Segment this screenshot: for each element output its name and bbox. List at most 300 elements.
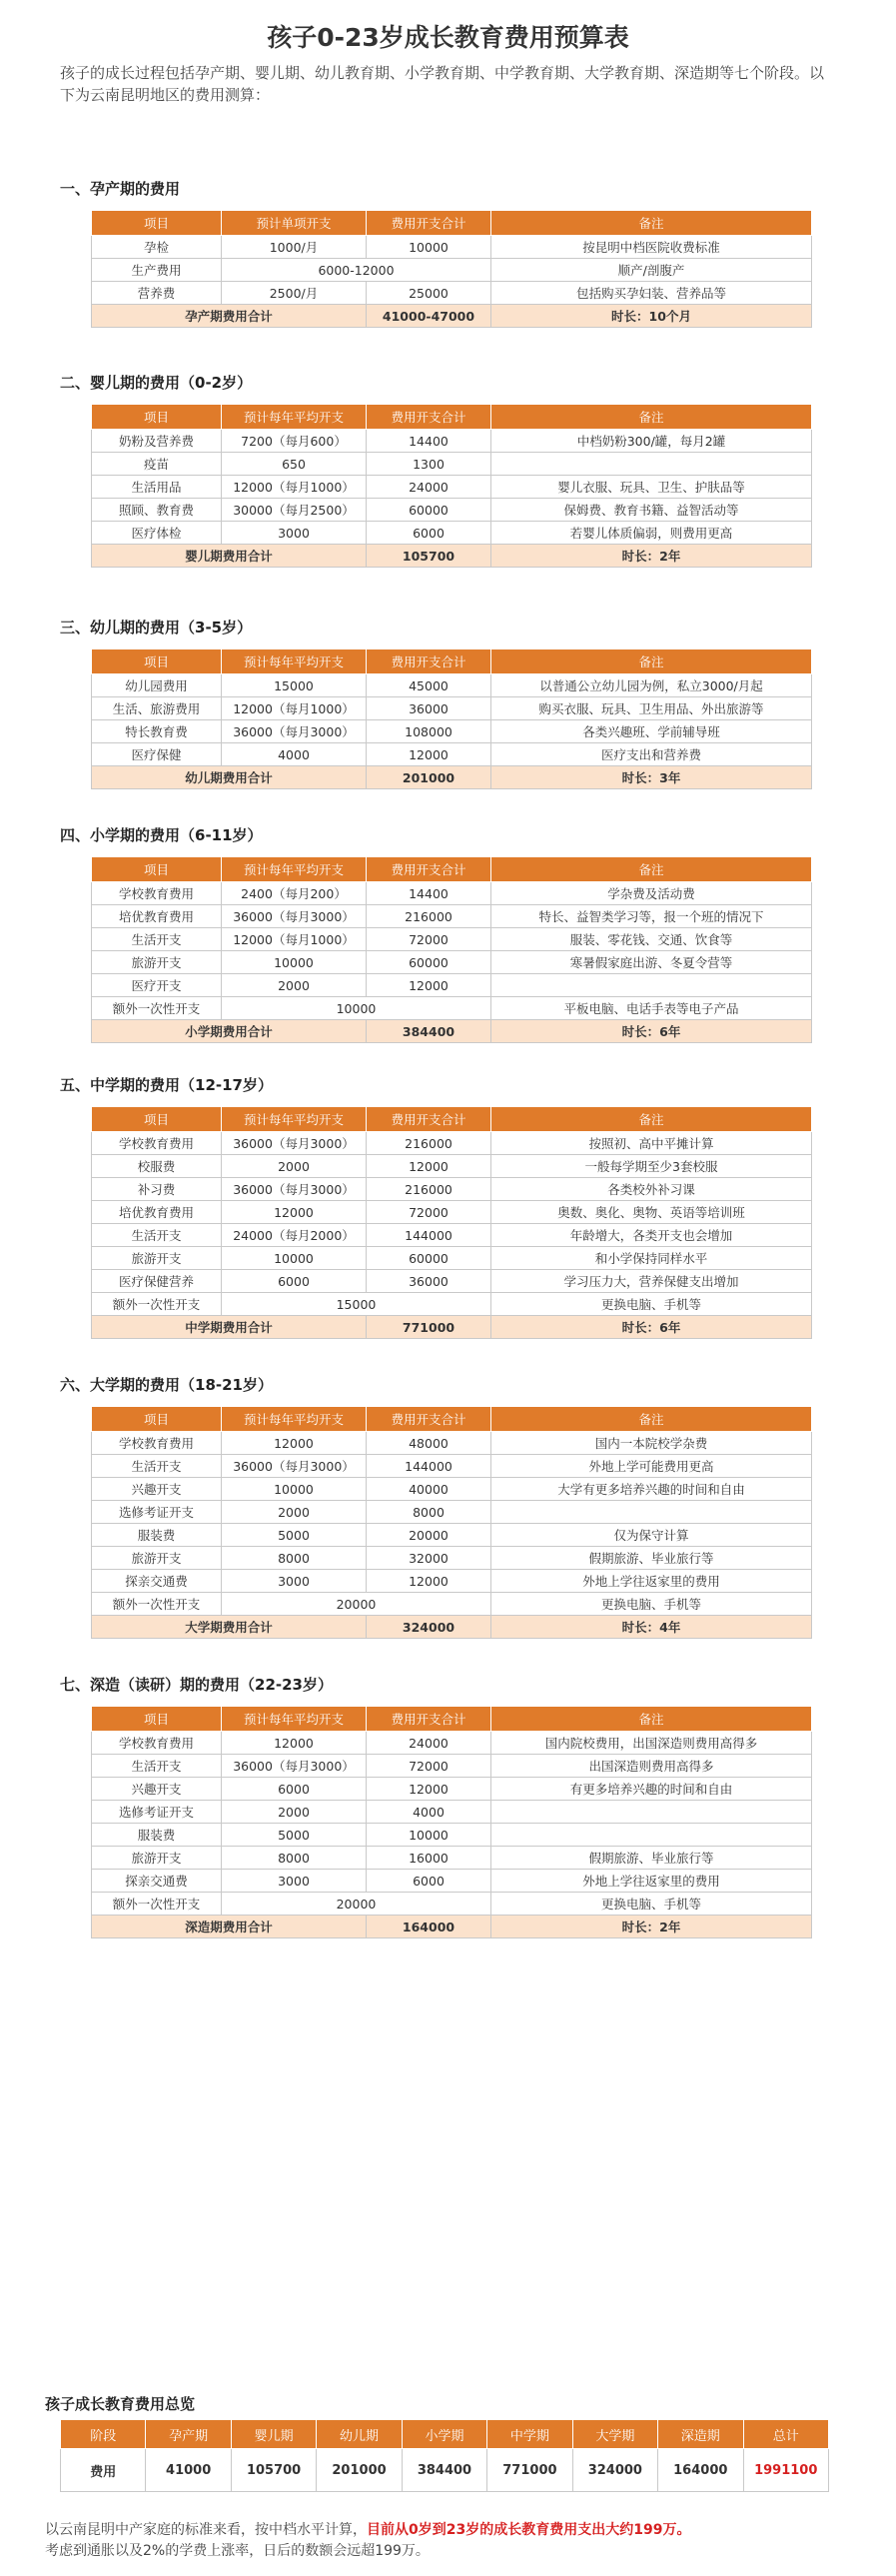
table-cell: 6000: [367, 522, 491, 545]
section-title: 六、大学期的费用（18-21岁）: [60, 1376, 273, 1394]
table-header-cell: 预计每年平均开支: [222, 1707, 367, 1732]
table-row: [92, 1732, 812, 1755]
table-header-cell: 备注: [491, 857, 812, 882]
table-row: [92, 974, 812, 997]
table-row: [92, 674, 812, 697]
summary-header-cell: 深造期: [658, 2420, 743, 2449]
table-total-cell: 时长：6年: [491, 1316, 812, 1339]
table-cell: 学杂费及活动费: [491, 882, 812, 905]
table-cell: 36000（每月3000）: [222, 1455, 367, 1478]
table-row: [92, 1501, 812, 1524]
table-header-row: [92, 1107, 812, 1132]
table-cell: 144000: [367, 1224, 491, 1247]
table-cell: 出国深造则费用高得多: [491, 1755, 812, 1778]
table-cell: 6000-12000: [222, 259, 491, 282]
table-cell: 医疗保健: [92, 743, 222, 766]
table-total-cell: 201000: [367, 766, 491, 789]
table-total-cell: 中学期费用合计: [92, 1316, 367, 1339]
table-cell: 2000: [222, 1501, 367, 1524]
budget-table: [91, 1706, 812, 1938]
section-title: 二、婴儿期的费用（0-2岁）: [60, 374, 253, 392]
section-title: 五、中学期的费用（12-17岁）: [60, 1076, 273, 1094]
budget-table: [91, 1106, 812, 1339]
table-cell: 医疗体检: [92, 522, 222, 545]
table-header-cell: 项目: [92, 211, 222, 236]
table-row: [92, 1801, 812, 1824]
table-cell: 兴趣开支: [92, 1778, 222, 1801]
table-header-cell: 项目: [92, 1407, 222, 1432]
table-total-cell: 164000: [367, 1916, 491, 1938]
table-row: [92, 1593, 812, 1616]
table-cell: 36000: [367, 697, 491, 720]
table-total-cell: 大学期费用合计: [92, 1616, 367, 1639]
table-header-cell: 费用开支合计: [367, 1107, 491, 1132]
table-cell: 营养费: [92, 282, 222, 305]
table-cell: 旅游开支: [92, 1547, 222, 1570]
table-cell: 更换电脑、手机等: [491, 1593, 812, 1616]
table-cell: 72000: [367, 1201, 491, 1224]
table-cell: 培优教育费用: [92, 1201, 222, 1224]
summary-cell: 41000: [146, 2449, 231, 2492]
table-cell: 探亲交通费: [92, 1570, 222, 1593]
summary-header-cell: 幼儿期: [317, 2420, 402, 2449]
table-cell: 2000: [222, 1155, 367, 1178]
table-row: [92, 743, 812, 766]
table-cell: 服装费: [92, 1824, 222, 1847]
table-cell: 8000: [222, 1547, 367, 1570]
table-cell: 照顾、教育费: [92, 499, 222, 522]
table-cell: 4000: [222, 743, 367, 766]
table-cell: 14400: [367, 430, 491, 453]
table-total-row: [92, 1616, 812, 1639]
table-cell: 36000（每月3000）: [222, 720, 367, 743]
table-cell: 中档奶粉300/罐，每月2罐: [491, 430, 812, 453]
summary-cell: 164000: [658, 2449, 743, 2492]
table-cell: 兴趣开支: [92, 1478, 222, 1501]
budget-section: [0, 372, 896, 568]
table-cell: 有更多培养兴趣的时间和自由: [491, 1778, 812, 1801]
table-cell: 2400（每月200）: [222, 882, 367, 905]
budget-table: [91, 648, 812, 789]
table-cell: 650: [222, 453, 367, 476]
table-cell: 216000: [367, 905, 491, 928]
table-total-cell: 婴儿期费用合计: [92, 545, 367, 568]
table-cell: 假期旅游、毕业旅行等: [491, 1547, 812, 1570]
budget-table: [91, 404, 812, 568]
summary-cell: 771000: [487, 2449, 572, 2492]
table-cell: 孕检: [92, 236, 222, 259]
table-cell: 生活用品: [92, 476, 222, 499]
table-cell: 216000: [367, 1132, 491, 1155]
table-row: [92, 1755, 812, 1778]
budget-table: [91, 856, 812, 1043]
table-cell: 36000（每月3000）: [222, 1132, 367, 1155]
summary-header-cell: 小学期: [402, 2420, 486, 2449]
table-cell: 以普通公立幼儿园为例，私立3000/月起: [491, 674, 812, 697]
table-row: [92, 1778, 812, 1801]
table-cell: 各类兴趣班、学前辅导班: [491, 720, 812, 743]
table-cell: 生活开支: [92, 928, 222, 951]
table-cell: 15000: [222, 674, 367, 697]
table-cell: 学校教育费用: [92, 882, 222, 905]
table-cell: 60000: [367, 499, 491, 522]
table-row: [92, 1178, 812, 1201]
table-cell: 1300: [367, 453, 491, 476]
summary-cell: 384400: [402, 2449, 486, 2492]
table-cell: 包括购买孕妇装、营养品等: [491, 282, 812, 305]
table-cell: 2000: [222, 1801, 367, 1824]
table-cell: 培优教育费用: [92, 905, 222, 928]
table-cell: 额外一次性开支: [92, 1293, 222, 1316]
table-cell: 6000: [222, 1778, 367, 1801]
table-cell: 幼儿园费用: [92, 674, 222, 697]
table-header-row: [92, 857, 812, 882]
summary-title: 孩子成长教育费用总览: [45, 2395, 196, 2413]
summary-header-cell: 中学期: [487, 2420, 572, 2449]
table-cell: 10000: [222, 951, 367, 974]
table-cell: 额外一次性开支: [92, 1893, 222, 1916]
table-header-row: [92, 649, 812, 674]
table-cell: 医疗开支: [92, 974, 222, 997]
table-total-cell: 时长：6年: [491, 1020, 812, 1043]
table-cell: 7200（每月600）: [222, 430, 367, 453]
page-title: 孩子0-23岁成长教育费用预算表: [267, 23, 629, 52]
table-cell: 36000（每月3000）: [222, 1755, 367, 1778]
table-row: [92, 697, 812, 720]
table-cell: 8000: [222, 1847, 367, 1870]
table-cell: 选修考证开支: [92, 1801, 222, 1824]
table-cell: 平板电脑、电话手表等电子产品: [491, 997, 812, 1020]
summary-cell: 324000: [572, 2449, 657, 2492]
summary-header-cell: 总计: [743, 2420, 829, 2449]
table-header-cell: 项目: [92, 1707, 222, 1732]
table-row: [92, 1247, 812, 1270]
table-cell: 12000: [367, 1570, 491, 1593]
summary-header-cell: 阶段: [61, 2420, 146, 2449]
table-cell: 外地上学往返家里的费用: [491, 1570, 812, 1593]
table-row: [92, 882, 812, 905]
table-cell: 国内院校费用，出国深造则费用高得多: [491, 1732, 812, 1755]
table-cell: 按昆明中档医院收费标准: [491, 236, 812, 259]
table-cell: 108000: [367, 720, 491, 743]
table-header-cell: 预计每年平均开支: [222, 1107, 367, 1132]
footer-text: 以云南昆明中产家庭的标准来看，按中档水平计算，: [45, 2522, 367, 2538]
table-cell: 学校教育费用: [92, 1732, 222, 1755]
table-row: [92, 236, 812, 259]
table-row: [92, 1824, 812, 1847]
table-cell: 1000/月: [222, 236, 367, 259]
footer-note: [45, 2520, 864, 2562]
table-cell: 生活、旅游费用: [92, 697, 222, 720]
table-row: [92, 997, 812, 1020]
table-row: [92, 430, 812, 453]
table-cell: 生产费用: [92, 259, 222, 282]
table-header-cell: 项目: [92, 649, 222, 674]
table-cell: 年龄增大，各类开支也会增加: [491, 1224, 812, 1247]
budget-section: [0, 178, 896, 328]
table-header-cell: 费用开支合计: [367, 649, 491, 674]
table-header-cell: 备注: [491, 1707, 812, 1732]
table-cell: 4000: [367, 1801, 491, 1824]
table-cell: 顺产/剖腹产: [491, 259, 812, 282]
table-cell: 大学有更多培养兴趣的时间和自由: [491, 1478, 812, 1501]
table-cell: 60000: [367, 1247, 491, 1270]
section-title: 四、小学期的费用（6-11岁）: [60, 826, 263, 844]
table-cell: 按照初、高中平摊计算: [491, 1132, 812, 1155]
table-cell: 32000: [367, 1547, 491, 1570]
table-header-cell: 费用开支合计: [367, 405, 491, 430]
budget-table: [91, 210, 812, 328]
summary-header-cell: 大学期: [572, 2420, 657, 2449]
table-cell: 30000（每月2500）: [222, 499, 367, 522]
table-header-cell: 备注: [491, 1107, 812, 1132]
table-row: [92, 1155, 812, 1178]
table-cell: 医疗支出和营养费: [491, 743, 812, 766]
table-header-cell: 费用开支合计: [367, 1407, 491, 1432]
budget-section: [0, 1674, 896, 1938]
section-title: 七、深造（读研）期的费用（22-23岁）: [60, 1676, 333, 1694]
table-header-cell: 备注: [491, 1407, 812, 1432]
table-header-cell: 项目: [92, 405, 222, 430]
table-cell: 旅游开支: [92, 1847, 222, 1870]
table-cell: 仅为保守计算: [491, 1524, 812, 1547]
table-cell: [491, 974, 812, 997]
table-row: [92, 1224, 812, 1247]
table-row: [92, 1570, 812, 1593]
budget-section: [0, 1074, 896, 1339]
table-cell: 20000: [222, 1893, 491, 1916]
table-total-cell: 105700: [367, 545, 491, 568]
table-header-cell: 预计单项开支: [222, 211, 367, 236]
table-cell: 8000: [367, 1501, 491, 1524]
table-row: [92, 476, 812, 499]
footer-highlight: 目前从0岁到23岁的成长教育费用支出大约199万。: [367, 2522, 691, 2538]
table-total-row: [92, 766, 812, 789]
table-cell: 20000: [367, 1524, 491, 1547]
table-header-cell: 费用开支合计: [367, 857, 491, 882]
table-cell: 各类校外补习课: [491, 1178, 812, 1201]
table-cell: 外地上学往返家里的费用: [491, 1870, 812, 1893]
table-cell: 12000: [367, 1155, 491, 1178]
table-cell: 10000: [222, 1247, 367, 1270]
table-cell: 2500/月: [222, 282, 367, 305]
table-cell: 额外一次性开支: [92, 997, 222, 1020]
table-cell: 更换电脑、手机等: [491, 1293, 812, 1316]
table-cell: 寒暑假家庭出游、冬夏令营等: [491, 951, 812, 974]
table-cell: 购买衣服、玩具、卫生用品、外出旅游等: [491, 697, 812, 720]
table-total-row: [92, 305, 812, 328]
table-header-row: [92, 211, 812, 236]
table-row: [92, 951, 812, 974]
table-cell: 特长、益智类学习等，报一个班的情况下: [491, 905, 812, 928]
table-row: [92, 928, 812, 951]
table-cell: 36000: [367, 1270, 491, 1293]
table-total-cell: 小学期费用合计: [92, 1020, 367, 1043]
footer-text-2: 考虑到通胀以及2%的学费上涨率，日后的数额会远超199万。: [45, 2543, 430, 2559]
table-cell: [491, 1801, 812, 1824]
table-cell: 2000: [222, 974, 367, 997]
table-total-cell: 时长：2年: [491, 1916, 812, 1938]
table-header-row: [92, 1707, 812, 1732]
table-header-cell: 预计每年平均开支: [222, 1407, 367, 1432]
table-row: [92, 1870, 812, 1893]
table-cell: 额外一次性开支: [92, 1593, 222, 1616]
summary-cell: 201000: [317, 2449, 402, 2492]
table-row: [92, 720, 812, 743]
summary-total-cell: 1991100: [743, 2449, 829, 2492]
table-cell: 60000: [367, 951, 491, 974]
table-cell: 6000: [222, 1270, 367, 1293]
table-cell: 12000: [367, 974, 491, 997]
budget-section: [0, 1374, 896, 1639]
table-total-cell: 深造期费用合计: [92, 1916, 367, 1938]
table-header-cell: 预计每年平均开支: [222, 405, 367, 430]
table-cell: 3000: [222, 1570, 367, 1593]
table-cell: 20000: [222, 1593, 491, 1616]
summary-table: [60, 2419, 829, 2492]
table-cell: 24000: [367, 476, 491, 499]
table-total-row: [92, 545, 812, 568]
table-cell: 48000: [367, 1432, 491, 1455]
table-cell: 选修考证开支: [92, 1501, 222, 1524]
table-cell: 25000: [367, 282, 491, 305]
table-cell: 16000: [367, 1847, 491, 1870]
table-cell: 14400: [367, 882, 491, 905]
table-cell: 生活开支: [92, 1755, 222, 1778]
table-cell: 12000: [367, 743, 491, 766]
table-header-cell: 项目: [92, 1107, 222, 1132]
table-cell: 学校教育费用: [92, 1432, 222, 1455]
table-cell: 36000（每月3000）: [222, 1178, 367, 1201]
table-cell: 12000: [222, 1732, 367, 1755]
table-row: [92, 1270, 812, 1293]
table-cell: 10000: [222, 1478, 367, 1501]
table-cell: 保姆费、教育书籍、益智活动等: [491, 499, 812, 522]
table-cell: 24000: [367, 1732, 491, 1755]
table-cell: 3000: [222, 1870, 367, 1893]
table-cell: 旅游开支: [92, 1247, 222, 1270]
table-row: [92, 1547, 812, 1570]
table-header-cell: 预计每年平均开支: [222, 857, 367, 882]
table-cell: 若婴儿体质偏弱，则费用更高: [491, 522, 812, 545]
table-cell: 和小学保持同样水平: [491, 1247, 812, 1270]
table-total-cell: 384400: [367, 1020, 491, 1043]
table-cell: 补习费: [92, 1178, 222, 1201]
table-cell: 国内一本院校学杂费: [491, 1432, 812, 1455]
intro-text: 孩子的成长过程包括孕产期、婴儿期、幼儿教育期、小学教育期、中学教育期、大学教育期、深造期等七个阶段。以下为云南昆明地区的费用测算：: [60, 64, 825, 104]
table-header-row: [92, 1407, 812, 1432]
summary-cell: 费用: [61, 2449, 146, 2492]
table-cell: 72000: [367, 1755, 491, 1778]
table-total-cell: 时长：10个月: [491, 305, 812, 328]
table-row: [92, 522, 812, 545]
table-row: [92, 1524, 812, 1547]
table-row: [92, 905, 812, 928]
table-total-row: [92, 1316, 812, 1339]
section-title: 一、孕产期的费用: [60, 180, 181, 198]
table-row: [92, 282, 812, 305]
summary-header-cell: 婴儿期: [231, 2420, 316, 2449]
table-header-cell: 费用开支合计: [367, 1707, 491, 1732]
section-title: 三、幼儿期的费用（3-5岁）: [60, 619, 253, 637]
summary-header-cell: 孕产期: [146, 2420, 231, 2449]
table-cell: 3000: [222, 522, 367, 545]
table-cell: 特长教育费: [92, 720, 222, 743]
table-cell: 10000: [367, 1824, 491, 1847]
table-cell: [491, 453, 812, 476]
table-total-cell: 孕产期费用合计: [92, 305, 367, 328]
table-row: [92, 1478, 812, 1501]
table-cell: 服装费: [92, 1524, 222, 1547]
table-cell: 12000: [222, 1201, 367, 1224]
table-cell: 12000（每月1000）: [222, 697, 367, 720]
table-total-row: [92, 1916, 812, 1938]
table-cell: 一般每学期至少3套校服: [491, 1155, 812, 1178]
table-row: [92, 259, 812, 282]
table-total-cell: 324000: [367, 1616, 491, 1639]
budget-section: [0, 617, 896, 789]
table-total-cell: 时长：4年: [491, 1616, 812, 1639]
table-cell: 10000: [367, 236, 491, 259]
table-header-row: [92, 405, 812, 430]
table-cell: 216000: [367, 1178, 491, 1201]
table-cell: 奥数、奥化、奥物、英语等培训班: [491, 1201, 812, 1224]
table-cell: 5000: [222, 1824, 367, 1847]
table-header-cell: 备注: [491, 211, 812, 236]
table-header-cell: 备注: [491, 649, 812, 674]
table-cell: 15000: [222, 1293, 491, 1316]
table-row: [92, 1293, 812, 1316]
summary-cell: 105700: [231, 2449, 316, 2492]
table-cell: 更换电脑、手机等: [491, 1893, 812, 1916]
table-cell: 校服费: [92, 1155, 222, 1178]
table-cell: 外地上学可能费用更高: [491, 1455, 812, 1478]
table-cell: 45000: [367, 674, 491, 697]
table-total-row: [92, 1020, 812, 1043]
table-cell: 10000: [222, 997, 491, 1020]
table-cell: 医疗保健营养: [92, 1270, 222, 1293]
table-cell: 12000: [367, 1778, 491, 1801]
table-row: [92, 1132, 812, 1155]
table-cell: 婴儿衣服、玩具、卫生、护肤品等: [491, 476, 812, 499]
table-row: [92, 1432, 812, 1455]
table-header-cell: 备注: [491, 405, 812, 430]
table-total-cell: 时长：3年: [491, 766, 812, 789]
table-cell: 旅游开支: [92, 951, 222, 974]
table-row: [92, 499, 812, 522]
summary-header-row: [61, 2420, 829, 2449]
table-cell: 奶粉及营养费: [92, 430, 222, 453]
table-cell: 36000（每月3000）: [222, 905, 367, 928]
table-total-cell: 时长：2年: [491, 545, 812, 568]
table-cell: 6000: [367, 1870, 491, 1893]
table-cell: 12000: [222, 1432, 367, 1455]
table-row: [92, 1201, 812, 1224]
table-cell: 疫苗: [92, 453, 222, 476]
table-cell: 服装、零花钱、交通、饮食等: [491, 928, 812, 951]
table-cell: 假期旅游、毕业旅行等: [491, 1847, 812, 1870]
table-cell: 40000: [367, 1478, 491, 1501]
table-row: [92, 1893, 812, 1916]
table-cell: [491, 1824, 812, 1847]
table-cell: 探亲交通费: [92, 1870, 222, 1893]
table-total-cell: 771000: [367, 1316, 491, 1339]
table-cell: 12000（每月1000）: [222, 476, 367, 499]
table-cell: 12000（每月1000）: [222, 928, 367, 951]
table-header-cell: 费用开支合计: [367, 211, 491, 236]
table-header-cell: 项目: [92, 857, 222, 882]
budget-table: [91, 1406, 812, 1639]
